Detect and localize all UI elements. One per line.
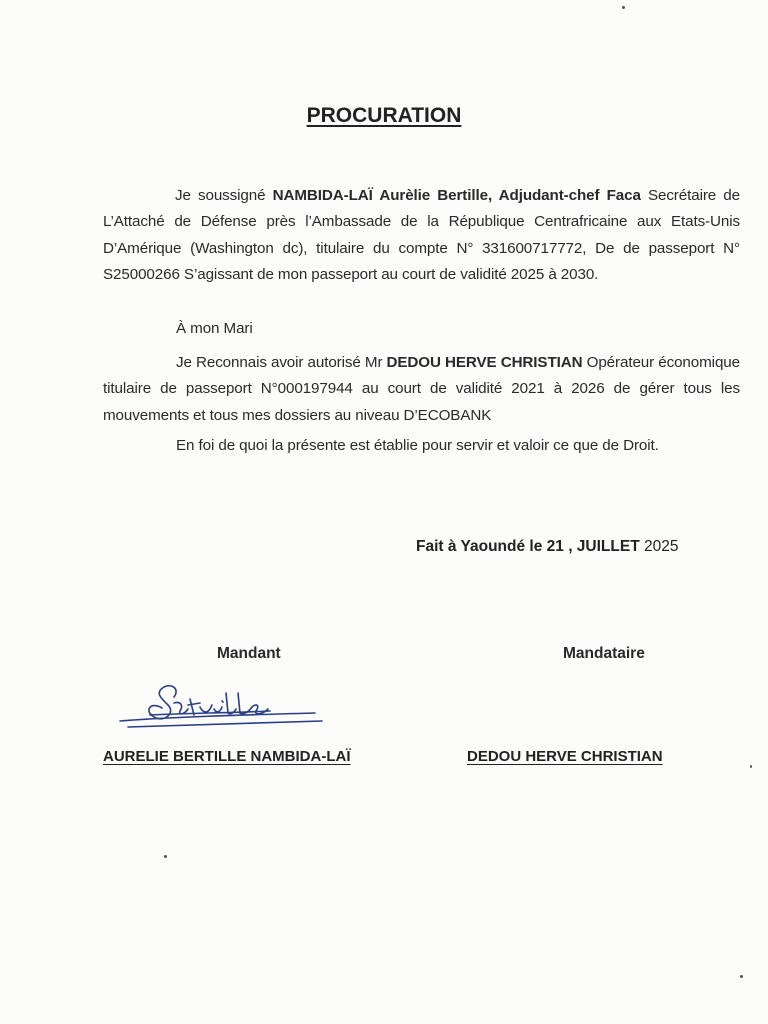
scan-speck <box>622 6 625 9</box>
mandant-name: AURELIE BERTILLE NAMBIDA-LAÏ <box>103 748 351 765</box>
paragraph-closing: En foi de quoi la présente est établie pour servir et valoir ce que de Droit. <box>176 437 659 454</box>
paragraph-authorization <box>103 350 740 429</box>
agent-name: DEDOU HERVE CHRISTIAN <box>386 354 583 371</box>
mandant-label: Mandant <box>217 645 281 662</box>
grantor-intro: Je soussigné <box>175 187 273 204</box>
grantor-name: NAMBIDA-LAÏ Aurèlie Bertille, Adjudant-chef Faca <box>272 187 641 204</box>
mandataire-label: Mandataire <box>563 645 645 662</box>
paragraph-grantor <box>103 183 740 288</box>
date-place: Fait à Yaoundé le 21 , JUILLET <box>416 538 644 555</box>
authorization-intro: Je Reconnais avoir autorisé Mr <box>176 354 387 371</box>
scan-speck <box>740 975 743 978</box>
paragraph-recipient: À mon Mari <box>176 320 253 337</box>
date-line <box>416 538 678 556</box>
signature <box>110 675 325 735</box>
document-title: PROCURATION <box>306 104 462 127</box>
mandataire-name: DEDOU HERVE CHRISTIAN <box>467 748 663 765</box>
authorization-details: Opérateur économique titulaire de passeport N°000197944 au court de validité 2021 à 2026 de gérer tous les mouvements et tous mes dossiers au niveau D’ECOBANK <box>103 354 740 424</box>
scan-speck <box>164 855 167 858</box>
date-year: 2025 <box>643 538 679 555</box>
scan-speck <box>750 765 752 768</box>
grantor-details: Secrétaire de L’Attaché de Défense près l’Ambassade de la République Centrafricaine aux Etats-Unis D’Amérique (Washington dc), titulaire du compte N° 331600717772, De de passeport N° S25000266 S’agissant de mon passeport au court de validité 2025 à 2030. <box>103 187 740 283</box>
